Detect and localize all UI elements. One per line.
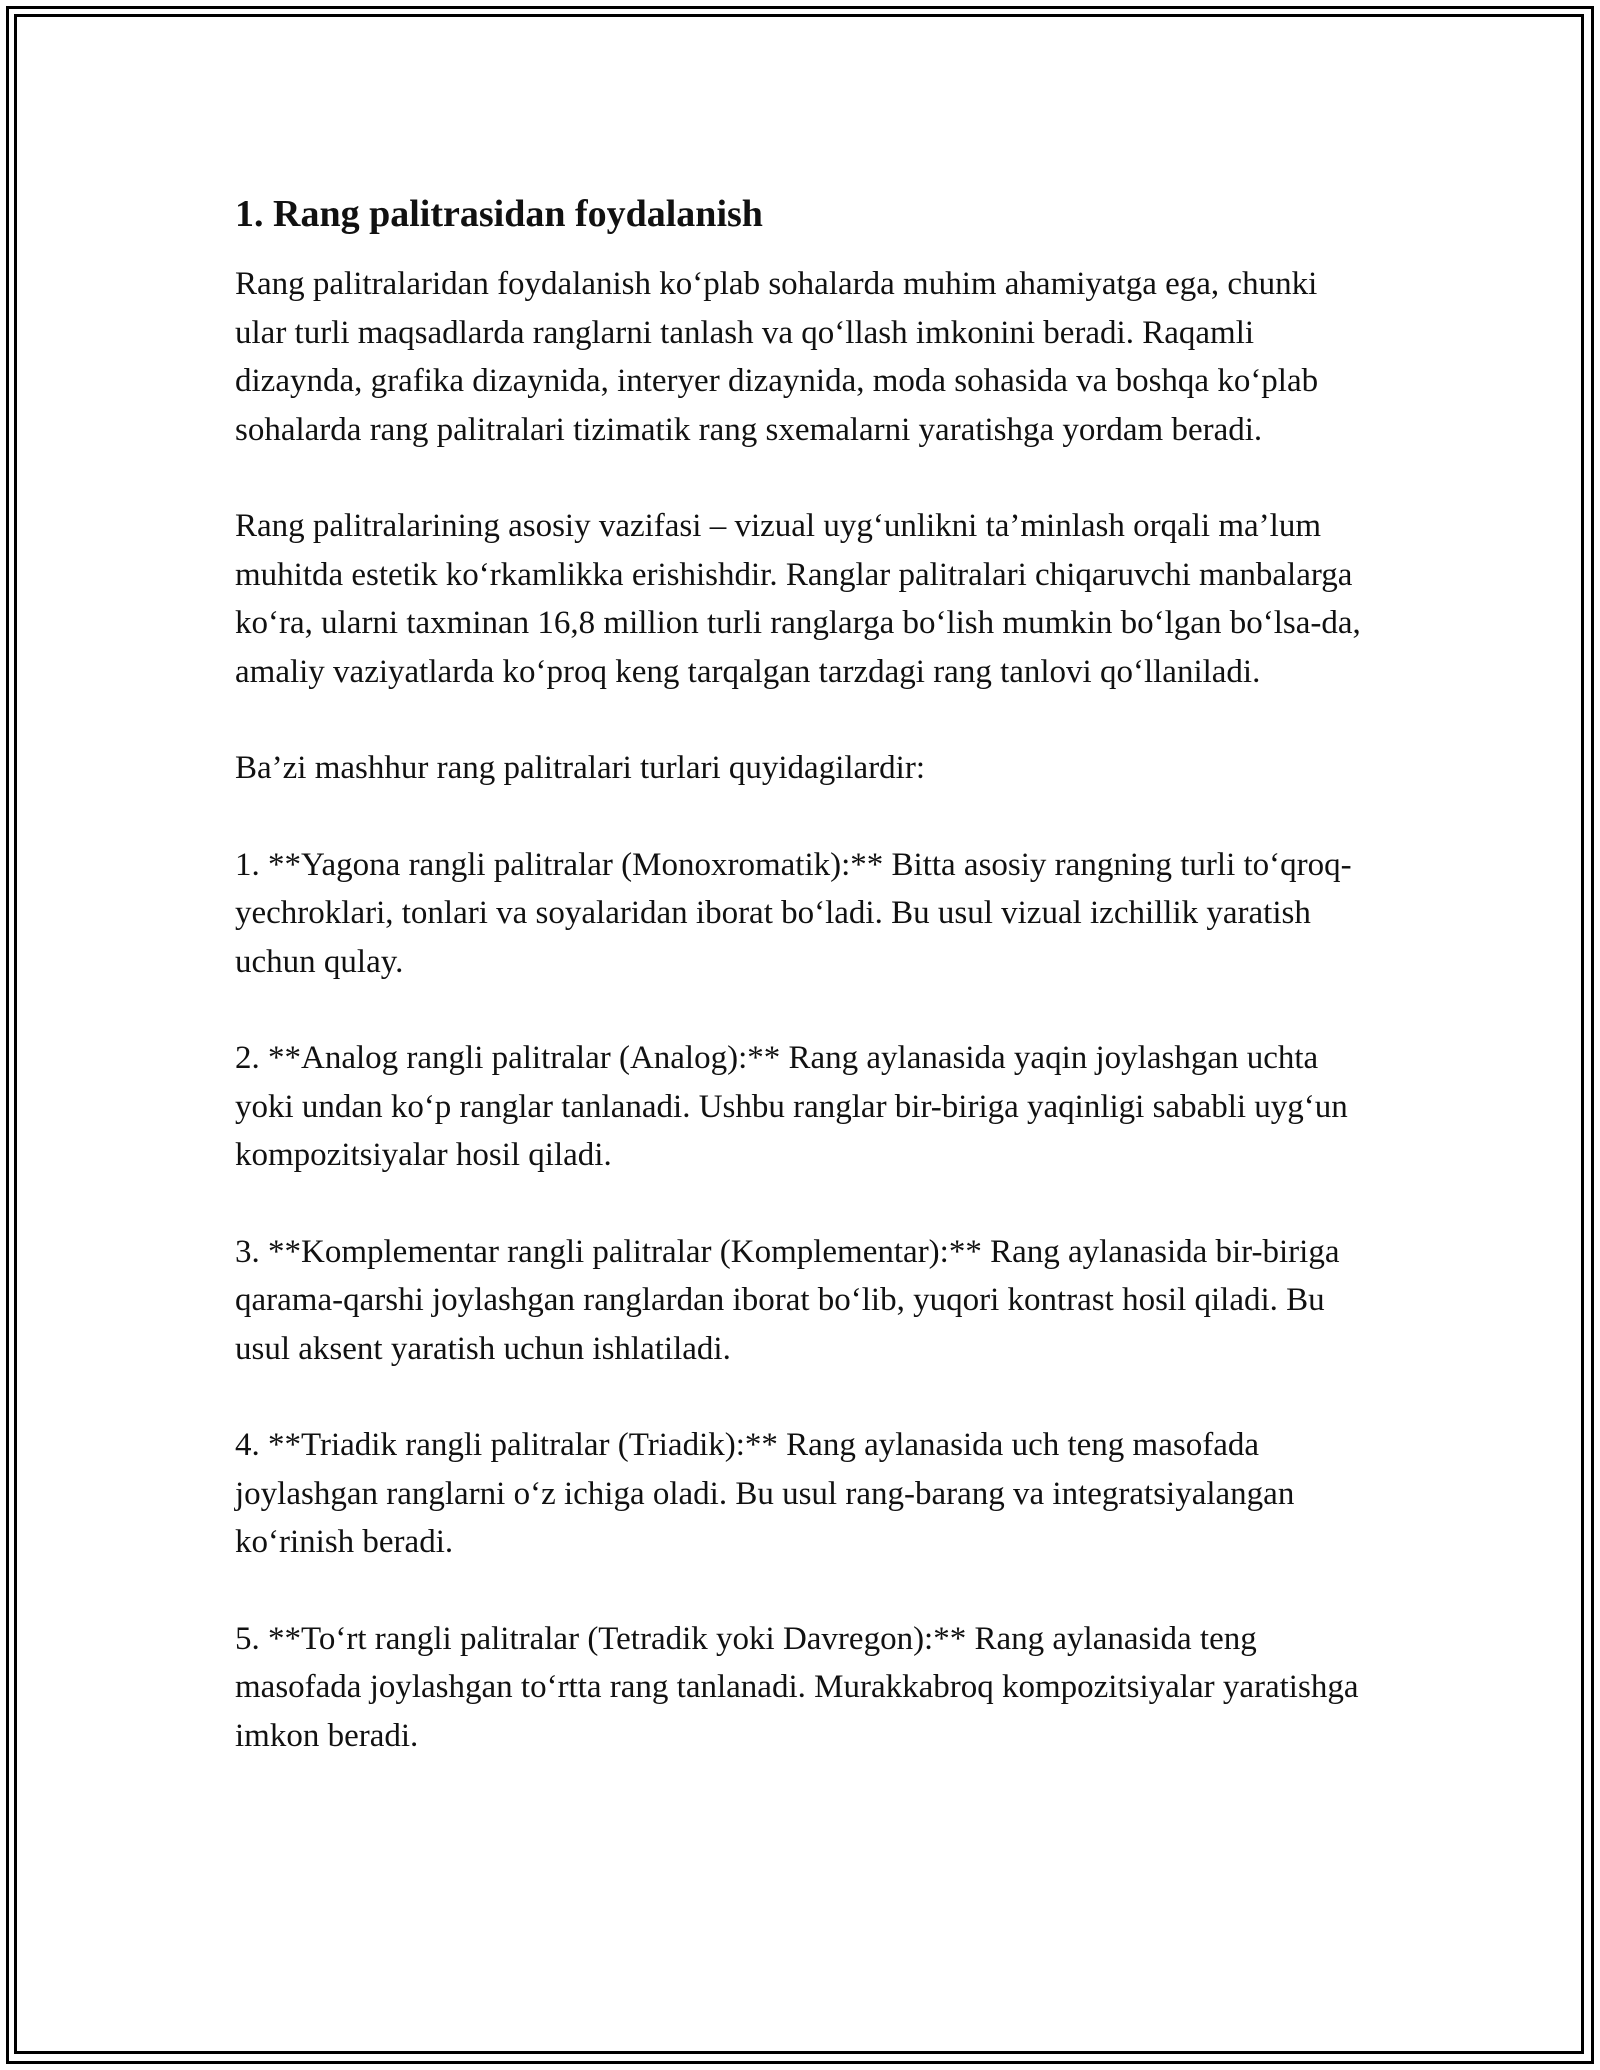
list-item-tetradic: 5. **To‘rt rangli palitralar (Tetradik yoki Davregon):** Rang aylanasida teng masofada joylashgan to‘rtta rang tanlanadi. Murakkabroq kompozitsiyalar yaratishga imkon beradi. <box>235 1620 1359 1754</box>
paragraph-intro: Rang palitralaridan foydalanish ko‘plab sohalarda muhim ahamiyatga ega, chunki ular turli maqsadlarda ranglarni tanlash va qo‘llash imkonini beradi. Raqamli dizaynda, grafika dizaynida, interyer dizaynida, moda sohasida va boshqa ko‘plab sohalarda rang palitralari tizimatik rang sxemalarni yaratishga yordam beradi. <box>235 266 1319 448</box>
document-title: 1. Rang palitrasidan foydalanish <box>235 193 763 235</box>
list-item-triadic: 4. **Triadik rangli palitralar (Triadik):** Rang aylanasida uch teng masofada joylashgan ranglarni o‘z ichiga oladi. Bu usul rang-barang va integratsiyalangan ko‘rinish beradi. <box>235 1427 1295 1560</box>
paragraph-purpose: Rang palitralarining asosiy vazifasi – vizual uyg‘unlikni ta’minlash orqali ma’lum muhitda estetik ko‘rkamlikka erishishdir. Ranglar palitralari chiqaruvchi manbalarga ko‘ra, ularni taxminan 16,8 million turli ranglarga bo‘lish mumkin bo‘lgan bo‘lsa-da, amaliy vaziyatlarda ko‘proq keng tarqalgan tarzdagi rang tanlovi qo‘llaniladi. <box>235 508 1361 690</box>
list-item-complementary: 3. **Komplementar rangli palitralar (Komplementar):** Rang aylanasida bir-biriga qarama-qarshi joylashgan ranglardan iborat bo‘lib, yuqori kontrast hosil qiladi. Bu usul aksent yaratish uchun ishlatiladi. <box>235 1233 1340 1367</box>
paragraph-list-intro: Ba’zi mashhur rang palitralari turlari quyidagilardir: <box>235 750 926 786</box>
list-item-monochromatic: 1. **Yagona rangli palitralar (Monoxromatik):** Bitta asosiy rangning turli to‘qroq-yechroklari, tonlari va soyalaridan iborat bo‘ladi. Bu usul vizual izchillik yaratish uchun qulay. <box>235 846 1352 980</box>
document-body <box>235 188 1375 1808</box>
list-item-analog: 2. **Analog rangli palitralar (Analog):** Rang aylanasida yaqin joylashgan uchta yoki undan ko‘p ranglar tanlanadi. Ushbu ranglar bir-biriga yaqinligi sababli uyg‘un kompozitsiyalar hosil qiladi. <box>235 1040 1348 1173</box>
